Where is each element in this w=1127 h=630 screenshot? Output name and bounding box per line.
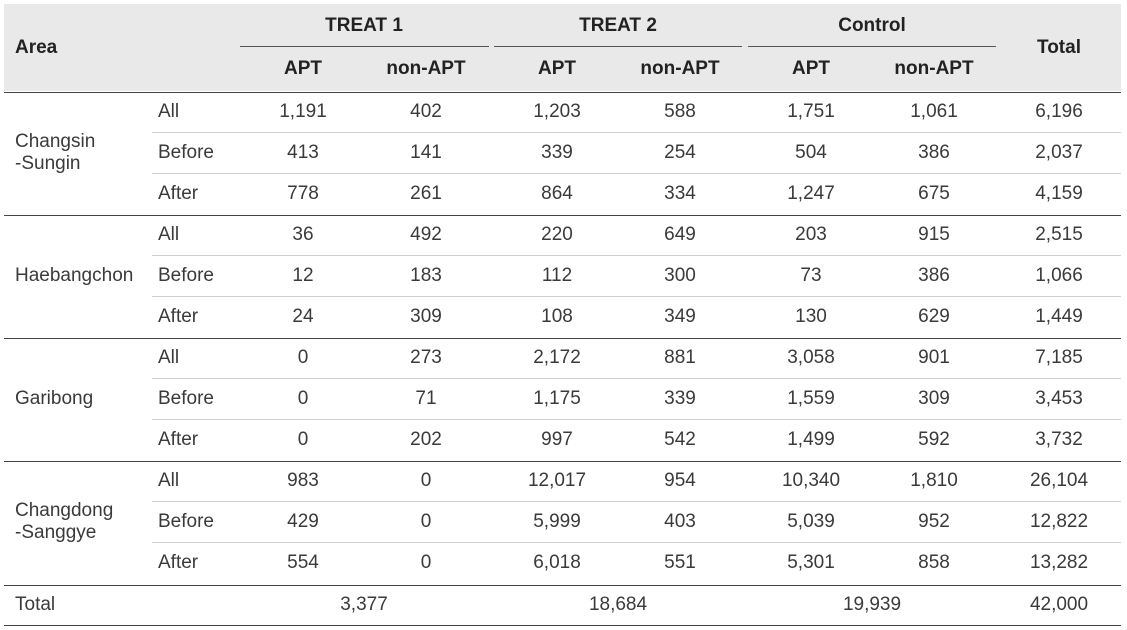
table-cell: 0 xyxy=(297,388,309,409)
row-divider xyxy=(152,419,1121,420)
row-divider xyxy=(152,132,1121,133)
table-cell: 1,203 xyxy=(533,101,581,122)
table-cell: 12,017 xyxy=(527,470,587,491)
table-cell: 3,732 xyxy=(1035,429,1083,450)
table-cell: 429 xyxy=(287,511,319,532)
period-label: Before xyxy=(158,388,214,409)
table-cell: 952 xyxy=(918,511,950,532)
table-cell: 0 xyxy=(297,347,309,368)
period-label: All xyxy=(158,470,180,491)
period-label: Before xyxy=(158,142,214,163)
subcolumn-header: non-APT xyxy=(894,58,974,79)
area-name-line: -Sanggye xyxy=(15,522,97,543)
group-underline xyxy=(748,46,996,47)
table-cell: 551 xyxy=(664,552,696,573)
table-cell: 141 xyxy=(410,142,442,163)
table-cell: 881 xyxy=(664,347,696,368)
table-cell: 997 xyxy=(541,429,573,450)
table-cell: 386 xyxy=(918,265,950,286)
table-cell: 12 xyxy=(292,265,314,286)
table-cell: 26,104 xyxy=(1029,470,1089,491)
total-divider xyxy=(4,585,1121,586)
area-name-line: Changdong xyxy=(15,500,114,521)
table-cell: 254 xyxy=(664,142,696,163)
table-cell: 554 xyxy=(287,552,319,573)
section-divider xyxy=(4,92,1121,93)
table-cell: 6,196 xyxy=(1035,101,1083,122)
area-name xyxy=(15,500,113,544)
table-cell: 130 xyxy=(795,306,827,327)
table-cell: 6,018 xyxy=(533,552,581,573)
subcolumn-header: APT xyxy=(792,58,830,79)
table-cell: 0 xyxy=(420,511,432,532)
table-cell: 1,247 xyxy=(787,183,835,204)
table-cell: 71 xyxy=(415,388,437,409)
table-cell: 261 xyxy=(410,183,442,204)
section-divider xyxy=(4,461,1121,462)
total-cell: 42,000 xyxy=(1029,594,1089,615)
subcolumn-header: non-APT xyxy=(386,58,466,79)
table-cell: 112 xyxy=(541,265,573,286)
period-label: After xyxy=(158,183,199,204)
area-name xyxy=(15,265,133,287)
table-cell: 1,499 xyxy=(787,429,835,450)
table-cell: 5,999 xyxy=(533,511,581,532)
table-cell: 649 xyxy=(664,224,696,245)
table-cell: 73 xyxy=(800,265,822,286)
total-cell: 3,377 xyxy=(340,594,388,615)
table-cell: 915 xyxy=(918,224,950,245)
area-name-line: -Sungin xyxy=(15,153,81,174)
area-header: Area xyxy=(15,37,58,58)
group-header-treat-2: TREAT 2 xyxy=(579,15,657,36)
period-label: All xyxy=(158,101,180,122)
table-cell: 592 xyxy=(918,429,950,450)
table-cell: 588 xyxy=(664,101,696,122)
table-cell: 183 xyxy=(410,265,442,286)
table-cell: 36 xyxy=(292,224,314,245)
table-cell: 386 xyxy=(918,142,950,163)
area-name-line: Garibong xyxy=(15,388,94,409)
table-cell: 1,061 xyxy=(910,101,958,122)
period-label: Before xyxy=(158,511,214,532)
total-header: Total xyxy=(1037,37,1081,58)
total-cell: 19,939 xyxy=(842,594,902,615)
table-cell: 629 xyxy=(918,306,950,327)
table-cell: 858 xyxy=(918,552,950,573)
table-cell: 203 xyxy=(795,224,827,245)
table-cell: 13,282 xyxy=(1029,552,1089,573)
table-cell: 413 xyxy=(287,142,319,163)
table-cell: 403 xyxy=(664,511,696,532)
table-cell: 1,751 xyxy=(787,101,835,122)
period-label: After xyxy=(158,552,199,573)
table-cell: 220 xyxy=(541,224,573,245)
subcolumn-header: non-APT xyxy=(640,58,720,79)
table-cell: 2,037 xyxy=(1035,142,1083,163)
table-cell: 0 xyxy=(297,429,309,450)
table-cell: 4,159 xyxy=(1035,183,1083,204)
table-cell: 983 xyxy=(287,470,319,491)
area-name-line: Haebangchon xyxy=(15,265,134,286)
table-cell: 202 xyxy=(410,429,442,450)
table-bottom-border xyxy=(4,625,1121,626)
table-cell: 492 xyxy=(410,224,442,245)
table-cell: 300 xyxy=(664,265,696,286)
period-label: After xyxy=(158,306,199,327)
table-cell: 1,175 xyxy=(533,388,581,409)
area-name xyxy=(15,388,93,410)
total-label: Total xyxy=(15,594,56,615)
table-cell: 542 xyxy=(664,429,696,450)
area-name xyxy=(15,131,95,175)
table-cell: 309 xyxy=(918,388,950,409)
row-divider xyxy=(152,296,1121,297)
table-cell: 10,340 xyxy=(781,470,841,491)
table-cell: 504 xyxy=(795,142,827,163)
subcolumn-header: APT xyxy=(538,58,576,79)
table-cell: 1,559 xyxy=(787,388,835,409)
row-divider xyxy=(152,255,1121,256)
area-name-line: Changsin xyxy=(15,131,96,152)
table-cell: 0 xyxy=(420,470,432,491)
table-cell: 349 xyxy=(664,306,696,327)
group-underline xyxy=(494,46,742,47)
row-divider xyxy=(152,542,1121,543)
table-cell: 5,039 xyxy=(787,511,835,532)
period-label: All xyxy=(158,224,180,245)
table-cell: 273 xyxy=(410,347,442,368)
table-cell: 778 xyxy=(287,183,319,204)
table-cell: 675 xyxy=(918,183,950,204)
table-cell: 309 xyxy=(410,306,442,327)
table-cell: 1,191 xyxy=(279,101,327,122)
section-divider xyxy=(4,215,1121,216)
table-cell: 1,066 xyxy=(1035,265,1083,286)
table-cell: 334 xyxy=(664,183,696,204)
period-label: After xyxy=(158,429,199,450)
table-cell: 339 xyxy=(541,142,573,163)
table-cell: 2,515 xyxy=(1035,224,1083,245)
period-label: All xyxy=(158,347,180,368)
table-cell: 24 xyxy=(292,306,314,327)
table-cell: 339 xyxy=(664,388,696,409)
table-cell: 7,185 xyxy=(1035,347,1083,368)
table-cell: 954 xyxy=(664,470,696,491)
subcolumn-header: APT xyxy=(284,58,322,79)
table-cell: 1,449 xyxy=(1035,306,1083,327)
total-cell: 18,684 xyxy=(588,594,648,615)
table-cell: 3,058 xyxy=(787,347,835,368)
section-divider xyxy=(4,338,1121,339)
table-cell: 901 xyxy=(918,347,950,368)
group-header-control: Control xyxy=(838,15,906,36)
row-divider xyxy=(152,173,1121,174)
table-cell: 3,453 xyxy=(1035,388,1083,409)
period-label: Before xyxy=(158,265,214,286)
table-cell: 2,172 xyxy=(533,347,581,368)
table-cell: 864 xyxy=(541,183,573,204)
table-cell: 5,301 xyxy=(787,552,835,573)
row-divider xyxy=(152,501,1121,502)
group-underline xyxy=(240,46,489,47)
table-cell: 0 xyxy=(420,552,432,573)
row-divider xyxy=(152,378,1121,379)
table-cell: 108 xyxy=(541,306,573,327)
table-cell: 12,822 xyxy=(1029,511,1089,532)
group-header-treat-1: TREAT 1 xyxy=(325,15,403,36)
table-cell: 402 xyxy=(410,101,442,122)
table-cell: 1,810 xyxy=(910,470,958,491)
